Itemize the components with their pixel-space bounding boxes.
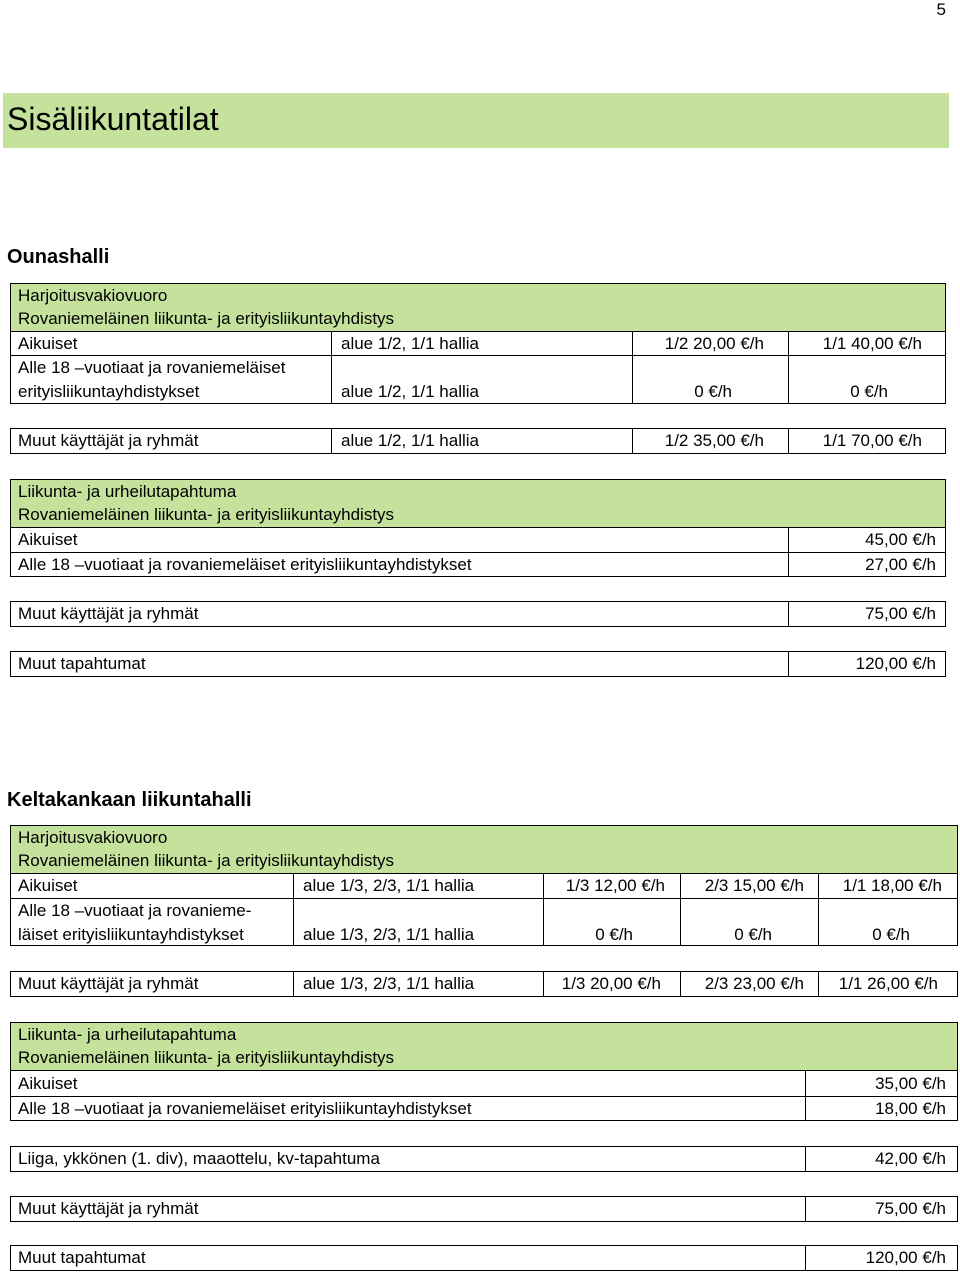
adults-label: Aikuiset xyxy=(18,876,78,895)
event-others-label: Muut käyttäjät ja ryhmät xyxy=(18,1199,199,1218)
others-price-two-thirds: 2/3 23,00 €/h xyxy=(704,974,804,993)
training-subtitle: Rovaniemeläinen liikunta- ja erityisliikuntayhdistys xyxy=(18,309,395,328)
adults-price-two-thirds: 2/3 15,00 €/h xyxy=(704,876,804,895)
training-subtitle: Rovaniemeläinen liikunta- ja erityisliikuntayhdistys xyxy=(18,851,395,870)
youth-price-two-thirds: 0 €/h xyxy=(734,925,772,944)
event-subtitle: Rovaniemeläinen liikunta- ja erityisliikuntayhdistys xyxy=(18,1048,395,1067)
youth-area: alue 1/3, 2/3, 1/1 hallia xyxy=(303,925,475,944)
youth-label-line2: läiset erityisliikuntayhdistykset xyxy=(18,925,244,944)
others-area: alue 1/2, 1/1 hallia xyxy=(341,431,479,450)
training-title: Harjoitusvakiovuoro xyxy=(18,828,168,847)
adults-area: alue 1/2, 1/1 hallia xyxy=(341,334,479,353)
youth-price-half: 0 €/h xyxy=(694,382,732,401)
event-title: Liikunta- ja urheilutapahtuma xyxy=(18,1025,237,1044)
youth-price-full: 0 €/h xyxy=(850,382,888,401)
others-price-full: 1/1 70,00 €/h xyxy=(822,431,922,450)
page-title: Sisäliikuntatilat xyxy=(3,93,949,148)
event-other-events-label: Muut tapahtumat xyxy=(18,654,146,673)
event-other-events-price: 120,00 €/h xyxy=(865,1248,946,1267)
adults-price-half: 1/2 20,00 €/h xyxy=(664,334,764,353)
training-title: Harjoitusvakiovuoro xyxy=(18,286,168,305)
others-label: Muut käyttäjät ja ryhmät xyxy=(18,974,199,993)
adults-price-full: 1/1 18,00 €/h xyxy=(842,876,942,895)
event-youth-price: 18,00 €/h xyxy=(875,1099,946,1118)
adults-price-full: 1/1 40,00 €/h xyxy=(822,334,922,353)
others-price-full: 1/1 26,00 €/h xyxy=(838,974,938,993)
adults-price-third: 1/3 12,00 €/h xyxy=(565,876,665,895)
event-subtitle: Rovaniemeläinen liikunta- ja erityisliikuntayhdistys xyxy=(18,505,395,524)
event-youth-price: 27,00 €/h xyxy=(865,555,936,574)
event-others-label: Muut käyttäjät ja ryhmät xyxy=(18,604,199,623)
adults-area: alue 1/3, 2/3, 1/1 hallia xyxy=(303,876,475,895)
youth-price-third: 0 €/h xyxy=(595,925,633,944)
others-price-half: 1/2 35,00 €/h xyxy=(664,431,764,450)
event-others-price: 75,00 €/h xyxy=(865,604,936,623)
adults-label: Aikuiset xyxy=(18,334,78,353)
event-adults-price: 45,00 €/h xyxy=(865,530,936,549)
event-adults-label: Aikuiset xyxy=(18,530,78,549)
others-label: Muut käyttäjät ja ryhmät xyxy=(18,431,199,450)
others-price-third: 1/3 20,00 €/h xyxy=(561,974,661,993)
others-area: alue 1/3, 2/3, 1/1 hallia xyxy=(303,974,475,993)
youth-label-line2: erityisliikuntayhdistykset xyxy=(18,382,200,401)
event-youth-label: Alle 18 –vuotiaat ja rovaniemeläiset erityisliikuntayhdistykset xyxy=(18,1099,472,1118)
page-number: 5 xyxy=(936,0,946,19)
youth-label-line1: Alle 18 –vuotiaat ja rovaniemeläiset xyxy=(18,358,286,377)
event-title: Liikunta- ja urheilutapahtuma xyxy=(18,482,237,501)
event-other-events-price: 120,00 €/h xyxy=(855,654,936,673)
event-adults-label: Aikuiset xyxy=(18,1074,78,1093)
youth-area: alue 1/2, 1/1 hallia xyxy=(341,382,479,401)
youth-label-line1: Alle 18 –vuotiaat ja rovanieme- xyxy=(18,901,252,920)
event-youth-label: Alle 18 –vuotiaat ja rovaniemeläiset erityisliikuntayhdistykset xyxy=(18,555,472,574)
section-heading-keltakankaan: Keltakankaan liikuntahalli xyxy=(7,789,252,811)
section-heading-ounashalli: Ounashalli xyxy=(7,246,110,268)
youth-price-full: 0 €/h xyxy=(872,925,910,944)
event-league-price: 42,00 €/h xyxy=(875,1149,946,1168)
event-others-price: 75,00 €/h xyxy=(875,1199,946,1218)
event-adults-price: 35,00 €/h xyxy=(875,1074,946,1093)
event-league-label: Liiga, ykkönen (1. div), maaottelu, kv-tapahtuma xyxy=(18,1149,380,1168)
event-other-events-label: Muut tapahtumat xyxy=(18,1248,146,1267)
